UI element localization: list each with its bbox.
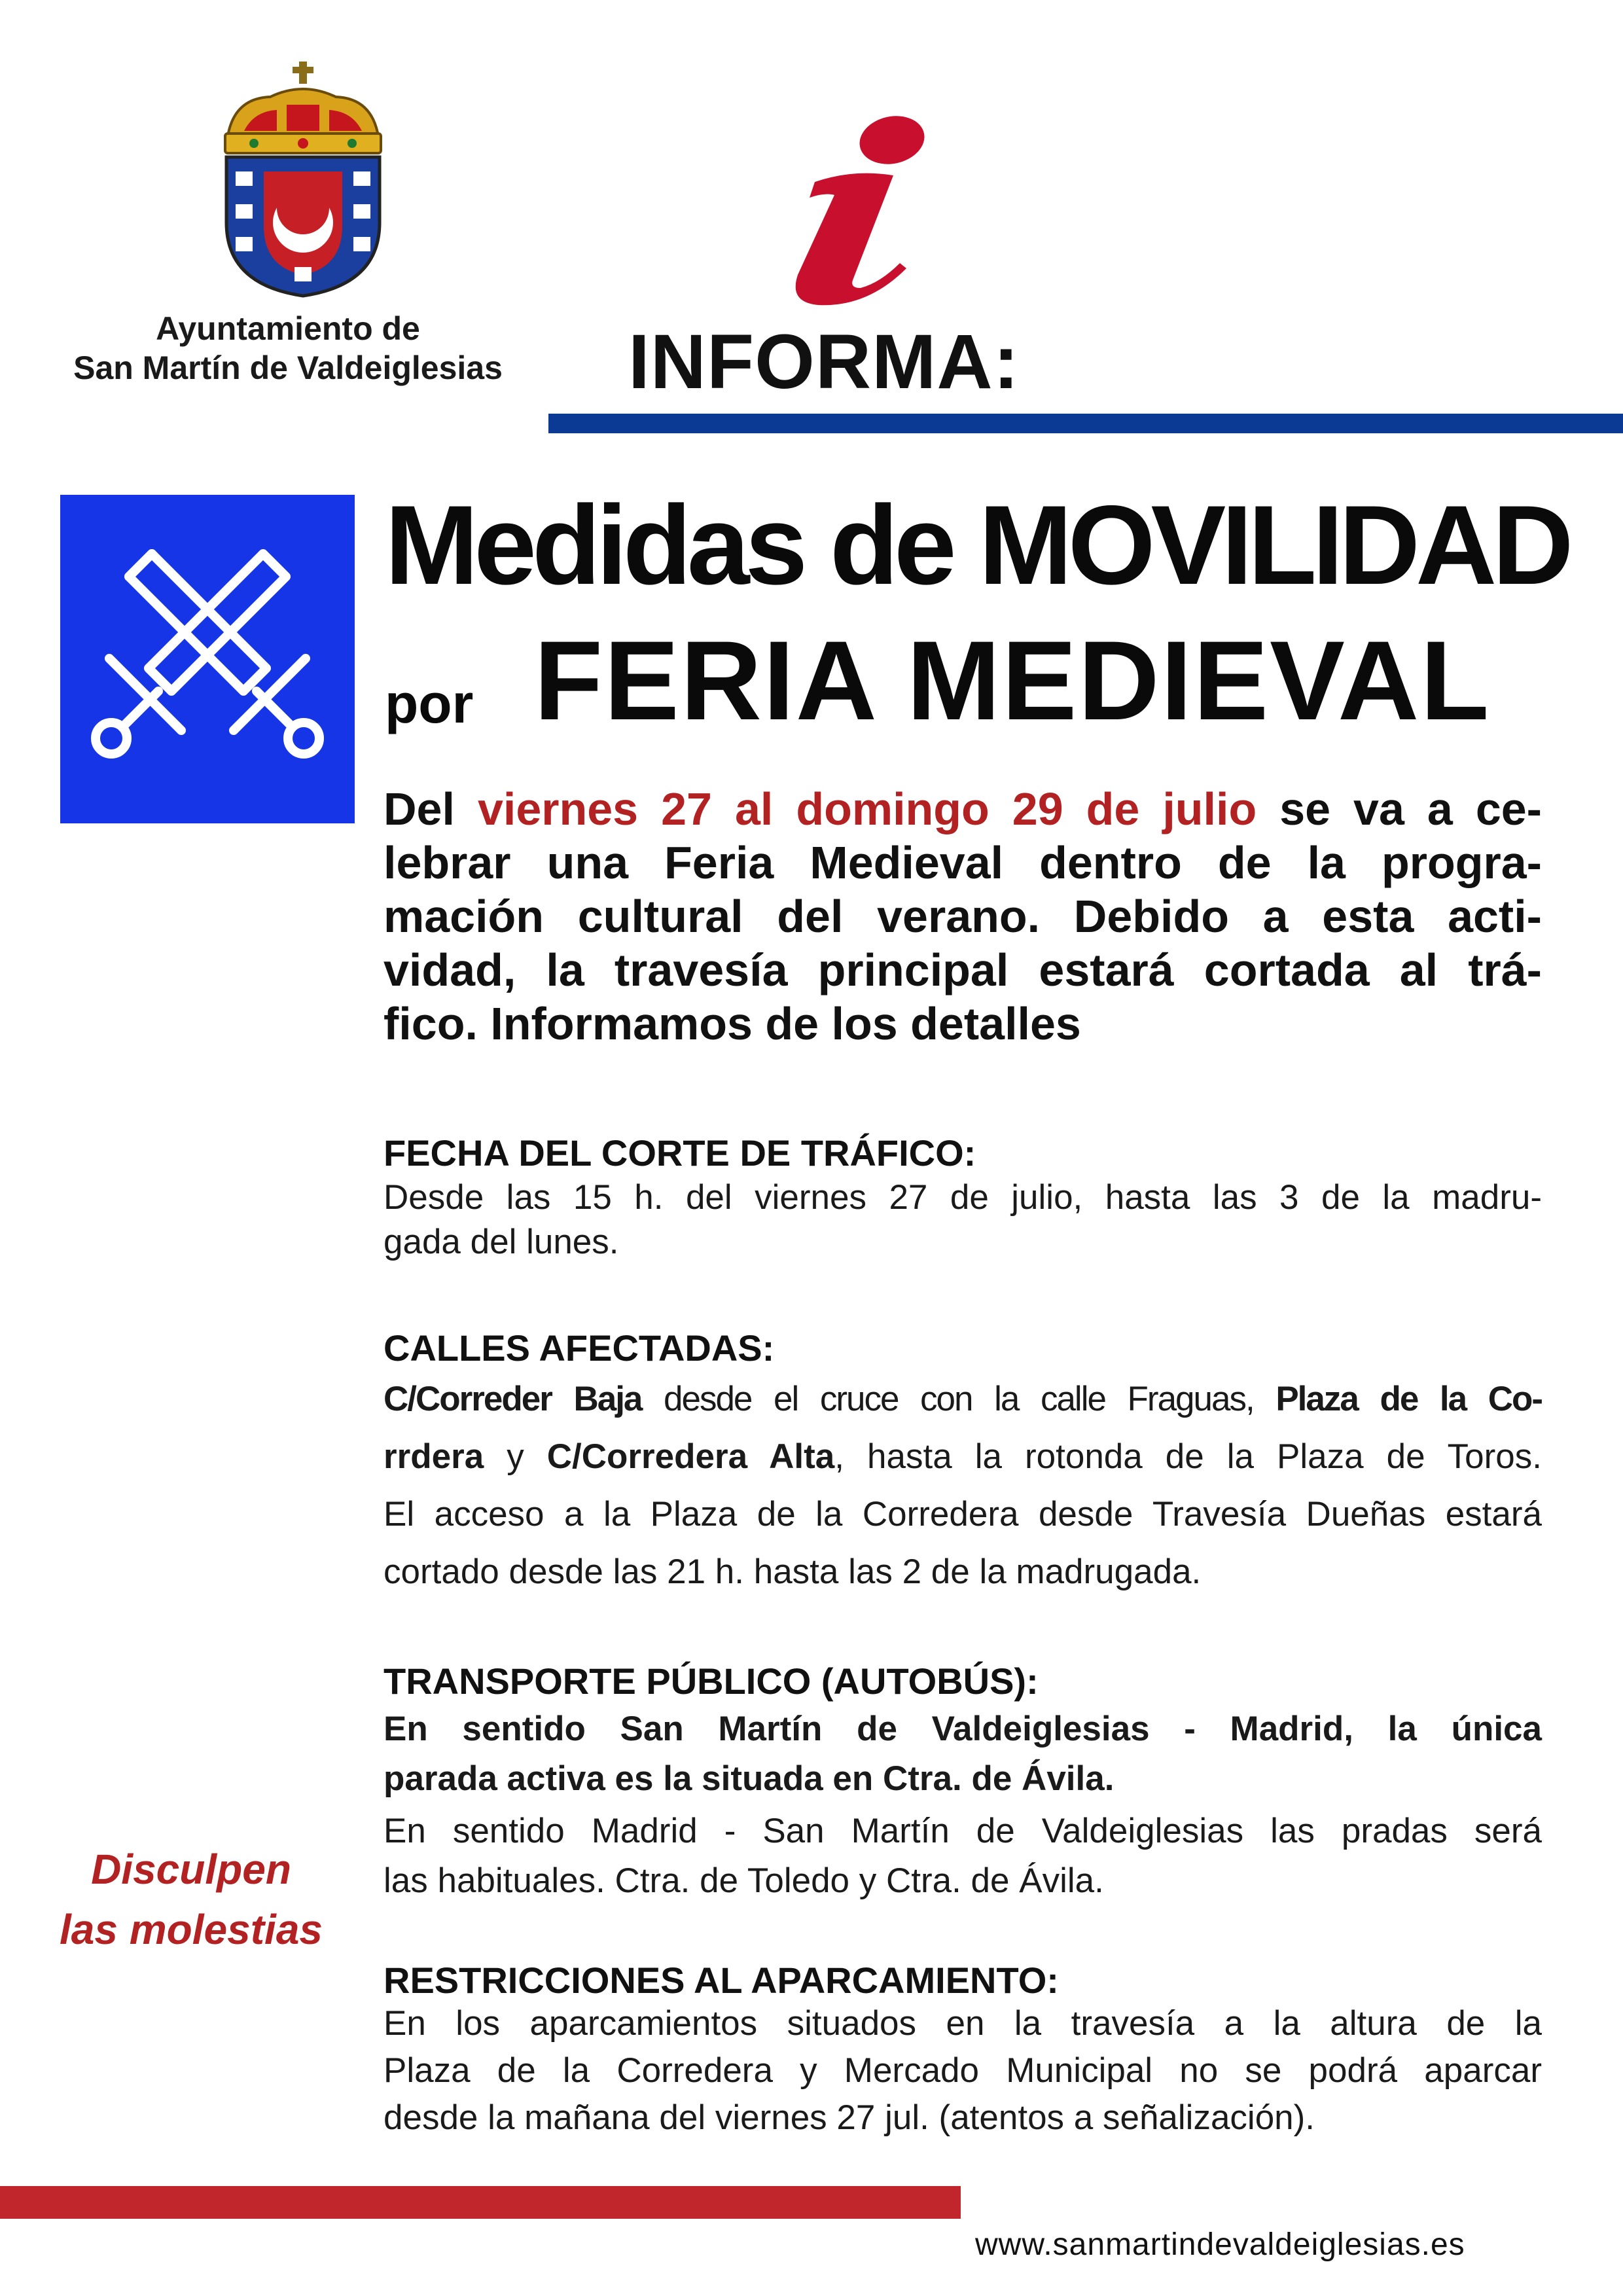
org-name-line2: San Martín de Valdeiglesias <box>73 350 503 386</box>
org-name-line1: Ayuntamiento de <box>156 310 420 347</box>
section-body-restricciones: En los aparcamientos situados en la travesía a la altura de la Plaza de la Corredera y Mercado Municipal no se podrá aparcar desde la mañana del viernes 27 jul. (atentos a señalización). <box>383 2004 1542 2137</box>
website-link[interactable]: www.sanmartindevaldeiglesias.es <box>975 2227 1465 2262</box>
intro-paragraph <box>383 782 1542 1050</box>
red-divider <box>0 2186 961 2219</box>
intro-line: lebrar una Feria Medieval dentro de la progra- <box>383 837 1542 888</box>
section-heading-transporte: TRANSPORTE PÚBLICO (AUTOBÚS): <box>383 1660 1039 1702</box>
intro-line: mación cultural del verano. Debido a esta acti- <box>383 891 1542 942</box>
event-dates: viernes 27 al domingo 29 de julio <box>477 783 1257 834</box>
section-heading-restricciones: RESTRICCIONES AL APARCAMIENTO: <box>383 1960 1059 2001</box>
intro-line: Del viernes 27 al domingo 29 de julio se va a ce- <box>383 783 1542 834</box>
section-body-fecha: Desde las 15 h. del viernes 27 de julio, hasta las 3 de la madru- gada del lunes. <box>383 1178 1542 1261</box>
info-icon <box>769 111 939 308</box>
coat-of-arms-logo <box>208 59 398 301</box>
blue-divider <box>548 414 1623 433</box>
section-body-calles: C/Correder Baja desde el cruce con la calle Fraguas, Plaza de la Co- rrdera y C/Corredera Alta, hasta la rotonda de la Plaza de Toros. El acceso a la Plaza de la Corredera desde Travesía Dueñas estará cortado desde las 21 h. hasta las 2 de la madrugada. <box>383 1380 1542 1591</box>
informa-heading: INFORMA: <box>628 319 1020 405</box>
apology-note: Disculpen las molestias <box>60 1846 323 1953</box>
title-connector: por <box>385 673 474 734</box>
section-heading-fecha: FECHA DEL CORTE DE TRÁFICO: <box>383 1132 976 1174</box>
main-title: Medidas de MOVILIDAD <box>385 482 1569 608</box>
section-body-transporte-bold: En sentido San Martín de Valdeiglesias - Madrid, la única parada activa es la situada en Ctra. de Ávila. <box>383 1710 1542 1798</box>
section-heading-calles: CALLES AFECTADAS: <box>383 1327 775 1369</box>
intro-line: vidad, la travesía principal estará cortada al trá- <box>383 944 1542 996</box>
crossed-swords-icon <box>60 495 355 823</box>
intro-line: fico. Informamos de los detalles <box>383 998 1081 1049</box>
event-title: FERIA MEDIEVAL <box>534 618 1491 744</box>
section-body-transporte: En sentido Madrid - San Martín de Valdeiglesias las pradas será las habituales. Ctra. de Toledo y Ctra. de Ávila. <box>383 1812 1542 1900</box>
